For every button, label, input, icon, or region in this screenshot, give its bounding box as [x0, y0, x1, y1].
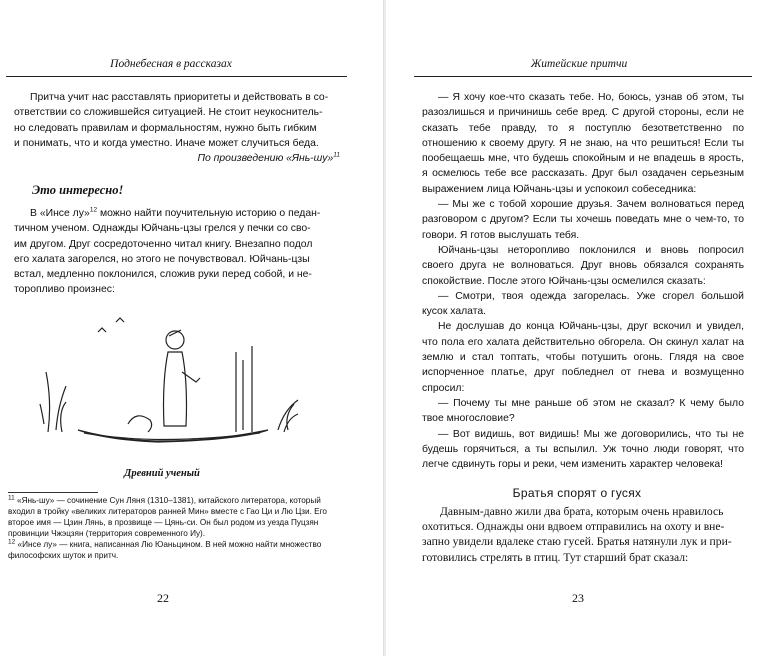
- page-number-right: 23: [572, 591, 584, 605]
- para-line: тичном ученом. Однажды Юйчань-цзы грелся у печки со сво-: [14, 223, 311, 235]
- birds: [98, 318, 124, 332]
- basket: [128, 416, 152, 432]
- footnote-rule: [8, 492, 98, 493]
- story-title: Братья спорят о гусях: [512, 486, 642, 500]
- dialogue-paragraph: — Я хочу кое-что сказать тебе. Но, боюсь, узнав об этом, ты разозлишься и причинишь себе вред. С другой стороны, если не сказать тебе правду, то я поступлю безответственно по отношению к своему другу. Я не знаю, на что решиться! Если ты пообещаешь мне, что будешь спокойным и не впадешь в ярость, я осмелюсь тебе все рассказать. Друг был озадачен серьезным выражением лица Юйчань-цзы и успокоил собеседника:: [422, 92, 744, 195]
- intro-line: и понимать, что и когда уместно. Иначе может случиться беда.: [14, 137, 319, 149]
- left-running-head: Поднебесная в рассказах: [110, 58, 232, 70]
- left-intro: [14, 90, 340, 166]
- right-running-head: Житейские притчи: [530, 58, 628, 70]
- story-line: запно увидели вдалеке стаю гусей. Братья натянули лук и при-: [422, 535, 732, 549]
- page-number-left: 22: [157, 591, 169, 605]
- footnote-num: 11: [8, 494, 15, 502]
- footnote-text: «Инсе лу» — книга, написанная Лю Юаньцином. В ней можно найти множество философских шуток и притч.: [8, 540, 322, 560]
- story-text: [422, 504, 744, 565]
- section-heading: Это интересно!: [32, 183, 124, 197]
- attribution: [14, 151, 340, 166]
- story-line: готовились стрелять в птиц. Тут старший брат сказал:: [422, 550, 689, 564]
- right-header-rule: [414, 76, 752, 77]
- right-page: [386, 0, 768, 656]
- footnote-ref-12: 12: [89, 206, 98, 214]
- reeds-left: [40, 372, 66, 432]
- para-line: его халата загорелся, но этого не почувствовал. Юйчань-цзы: [14, 253, 310, 265]
- para-text: можно найти поучительную историю о педан-: [97, 208, 321, 219]
- reeds-right: [278, 400, 298, 432]
- footnote-ref-11: 11: [333, 151, 340, 159]
- footnote: [8, 539, 338, 561]
- left-paragraph: [14, 206, 340, 298]
- scholar-head: [166, 331, 184, 349]
- story-line: охотиться. Однажды они вдвоем отправились на охоту и вне-: [422, 520, 725, 534]
- story-line: Давным-давно жили два брата, которым очень нравилось: [440, 505, 724, 518]
- para-line: им другом. Друг сосредоточенно читал книгу. Внезапно подол: [14, 238, 313, 250]
- scholar-robe: [164, 352, 187, 426]
- footnote-text: «Янь-шу» — сочинение Сун Ляня (1310–1381), китайского литератора, который входил в тройку «великих литераторов ранней Мин» вместе с Гао Ци и Лю Цзи. Его второе имя — Цзин Лянь, в прозвище — Цянь-си. Он был родом из уезда Пуцзян провинции Чжэцзян (территория современного Иу).: [8, 496, 327, 538]
- footnote-num: 12: [8, 538, 16, 546]
- dialogue-paragraph: — Смотри, твоя одежда загорелась. Уже сгорел большой кусок халата.: [422, 290, 744, 318]
- right-dialogue: [422, 90, 744, 472]
- left-header-rule: [6, 76, 347, 77]
- para-text: В «Инсе лу»: [30, 208, 90, 219]
- intro-line: но следовать правилам и формальностям, нужно быть гибким: [14, 122, 317, 134]
- intro-line: Притча учит нас расставлять приоритеты и действовать в со-: [30, 92, 329, 103]
- scholar-boat-illustration: [38, 312, 306, 454]
- para-line: [14, 206, 340, 221]
- dialogue-paragraph: — Вот видишь, вот видишь! Мы же договорились, что ты не будешь горячиться, а ты вспылил. Уж точно люди говорят, что легче сдвинуть горы и реки, чем изменить характер человека!: [422, 428, 744, 471]
- footnote: [8, 495, 338, 539]
- dialogue-paragraph: Не дослушав до конца Юйчань-цзы, друг вскочил и увидел, что пола его халата действительно обгорела. Он скинул халат на землю и стал топтать, чтобы потушить огонь. Глядя на свое испорченное платье, друг побледнел от гнева и возмущенно спросил:: [422, 321, 744, 394]
- dialogue-paragraph: — Почему ты мне раньше об этом не сказал? К чему было твое многословие?: [422, 397, 744, 425]
- intro-line: ответствии со сложившейся ситуацией. Не стоит неукоснитель-: [14, 107, 323, 119]
- footnotes: [8, 495, 338, 561]
- illustration-caption: Древний ученый: [124, 468, 200, 479]
- para-line: торопливо произнес:: [14, 284, 115, 296]
- dialogue-paragraph: Юйчань-цзы неторопливо поклонился и вновь попросил своего друга не волноваться. Друг вновь обязался сохранять спокойствие. После этого Юйчань-цзы осмелился сказать:: [422, 244, 744, 287]
- dialogue-paragraph: — Мы же с тобой хорошие друзья. Зачем волноваться перед разговором с другом? Если ты хочешь поведать мне о чем-то, то говори. Я готов выслушать тебя.: [422, 199, 744, 241]
- boat-poles: [236, 346, 252, 432]
- para-line: встал, медленно поклонился, сложив руки перед собой, и не-: [14, 269, 312, 281]
- attribution-text: По произведению «Янь-шу»: [197, 153, 334, 165]
